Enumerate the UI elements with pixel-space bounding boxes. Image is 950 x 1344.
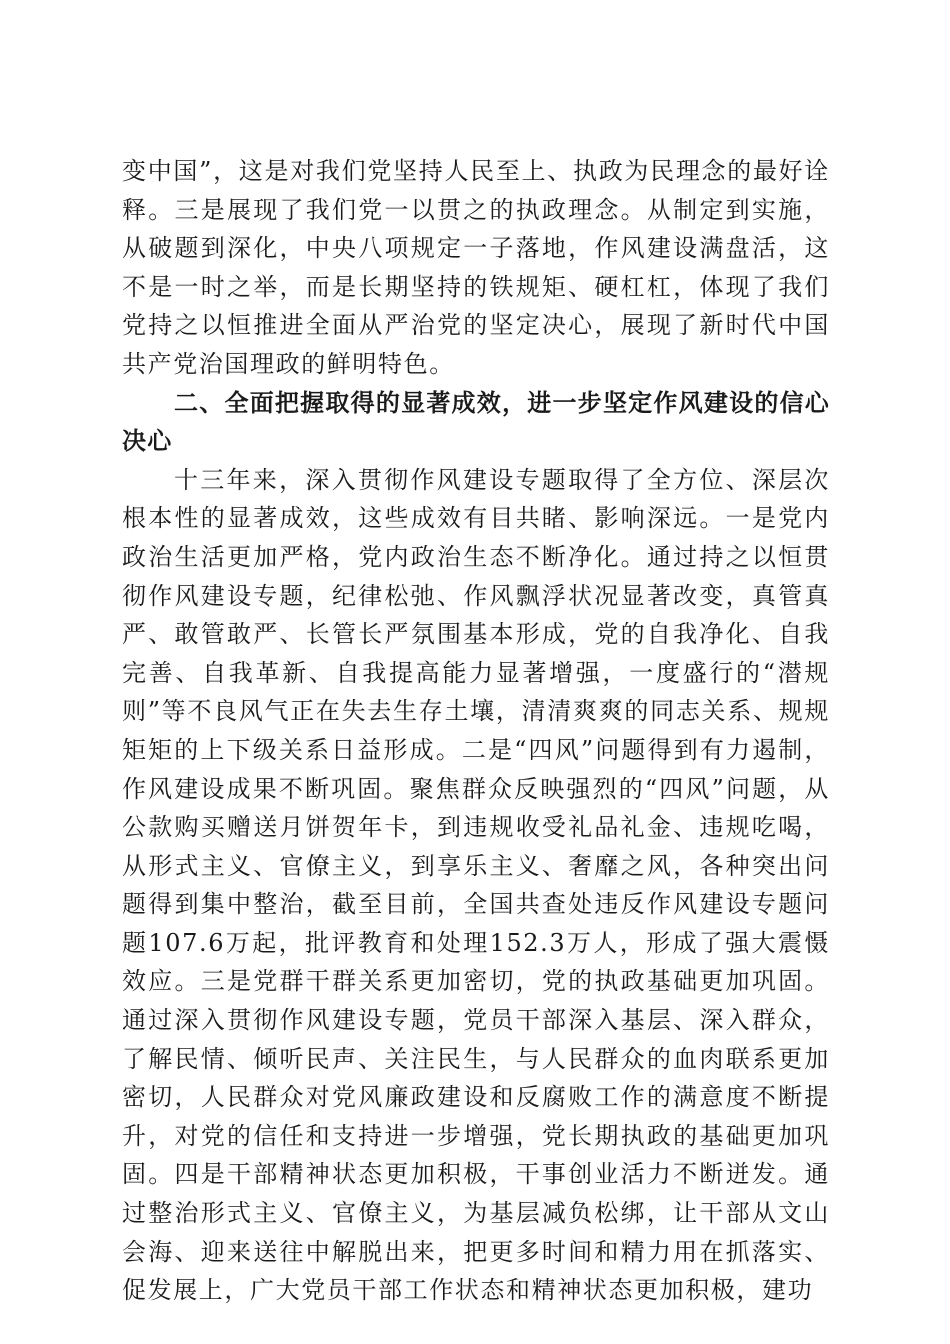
paragraph-continued: 变中国”，这是对我们党坚持人民至上、执政为民理念的最好诠释。三是展现了我们党一以贯之的执政理念。从制定到实施，从破题到深化，中央八项规定一子落地，作风建设满盘活，这不是一时之举，而是长期坚持的铁规矩、硬杠杠，体现了我们党持之以恒推进全面从严治党的坚定决心，展现了新时代中国共产党治国理政的鲜明特色。 — [122, 157, 830, 378]
section-heading: 二、全面把握取得的显著成效，进一步坚定作风建设的信心决心 — [122, 388, 830, 456]
document-body — [122, 152, 830, 1310]
paragraph-body: 十三年来，深入贯彻作风建设专题取得了全方位、深层次根本性的显著成效，这些成效有目共睹、影响深远。一是党内政治生活更加严格，党内政治生态不断净化。通过持之以恒贯彻作风建设专题，纪律松弛、作风飘浮状况显著改变，真管真严、敢管敢严、长管长严氛围基本形成，党的自我净化、自我完善、自我革新、自我提高能力显著增强，一度盛行的“潜规则”等不良风气正在失去生存土壤，清清爽爽的同志关系、规规矩矩的上下级关系日益形成。二是“四风”问题得到有力遏制，作风建设成果不断巩固。聚焦群众反映强烈的“四风”问题，从公款购买赠送月饼贺年卡，到违规收受礼品礼金、违规吃喝，从形式主义、官僚主义，到享乐主义、奢靡之风，各种突出问题得到集中整治，截至目前，全国共查处违反作风建设专题问题107.6万起，批评教育和处理152.3万人，形成了强大震慑效应。三是党群干群关系更加密切，党的执政基础更加巩固。通过深入贯彻作风建设专题，党员干部深入基层、深入群众，了解民情、倾听民声、关注民生，与人民群众的血肉联系更加密切，人民群众对党风廉政建设和反腐败工作的满意度不断提升，对党的信任和支持进一步增强，党长期执政的基础更加巩固。四是干部精神状态更加积极，干事创业活力不断迸发。通过整治形式主义、官僚主义，为基层减负松绑，让干部从文山会海、迎来送往中解脱出来，把更多时间和精力用在抓落实、促发展上，广大党员干部工作状态和精神状态更加积极，建功 — [122, 465, 830, 1305]
